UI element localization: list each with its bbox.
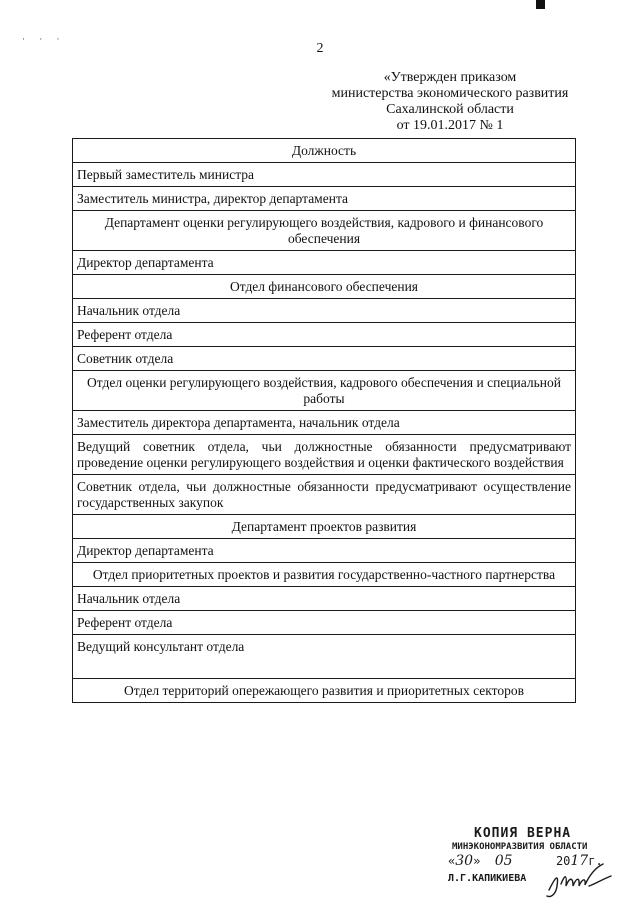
table-row — [73, 251, 576, 275]
position-cell: Ведущий консультант отдела — [73, 635, 576, 679]
positions-table-body — [73, 139, 576, 703]
section-title-cell: Департамент оценки регулирующего воздействия, кадрового и финансового обеспечения — [73, 211, 576, 251]
section-title-cell: Отдел приоритетных проектов и развития государственно-частного партнерства — [73, 563, 576, 587]
table-row — [73, 587, 576, 611]
position-cell: Первый заместитель министра — [73, 163, 576, 187]
stamp-organization: МИНЭКОНОМРАЗВИТИЯ ОБЛАСТИ — [452, 842, 588, 852]
table-row — [73, 475, 576, 515]
table-section-row — [73, 679, 576, 703]
stamp-date-month: 05 — [494, 853, 513, 869]
approval-line: Сахалинской области — [386, 102, 514, 117]
stamp-date-close-quote: » — [473, 854, 481, 868]
position-cell: Референт отдела — [73, 323, 576, 347]
approval-line: от 19.01.2017 № 1 — [396, 118, 504, 133]
table-row — [73, 347, 576, 371]
page-number: 2 — [316, 41, 324, 56]
table-section-row — [73, 275, 576, 299]
approval-line: «Утвержден приказом — [383, 70, 517, 85]
table-row — [73, 299, 576, 323]
stamp-date-open-quote: « — [448, 854, 456, 868]
stamp-date-year-suffix: 17 — [570, 853, 589, 869]
table-row — [73, 635, 576, 679]
scan-specks: · · · — [22, 34, 66, 44]
table-section-row — [73, 515, 576, 539]
stamp-date-year-prefix: 20 — [555, 854, 571, 868]
section-title-cell: Отдел оценки регулирующего воздействия, кадрового обеспечения и специальной работы — [73, 371, 576, 411]
position-cell: Референт отдела — [73, 611, 576, 635]
approval-line: министерства экономического развития — [331, 86, 569, 101]
table-row — [73, 411, 576, 435]
table-row — [73, 163, 576, 187]
stamp-title: КОПИЯ ВЕРНА — [474, 826, 572, 841]
table-header-row — [73, 139, 576, 163]
table-row — [73, 539, 576, 563]
table-section-row — [73, 563, 576, 587]
stamp-date-unit: г. — [588, 854, 603, 868]
position-cell: Начальник отдела — [73, 587, 576, 611]
section-title-cell: Отдел финансового обеспечения — [73, 275, 576, 299]
table-section-row — [73, 371, 576, 411]
table-row — [73, 323, 576, 347]
scan-corner-mark — [536, 0, 545, 9]
table-row — [73, 435, 576, 475]
approval-header — [300, 70, 600, 134]
position-cell: Советник отдела — [73, 347, 576, 371]
table-row — [73, 611, 576, 635]
position-cell: Начальник отдела — [73, 299, 576, 323]
position-cell: Заместитель министра, директор департамента — [73, 187, 576, 211]
table-header-cell: Должность — [73, 139, 576, 163]
position-cell: Советник отдела, чьи должностные обязанности предусматривают осуществление государственных закупок — [73, 475, 576, 515]
position-cell: Заместитель директора департамента, начальник отдела — [73, 411, 576, 435]
position-cell: Директор департамента — [73, 251, 576, 275]
position-cell: Директор департамента — [73, 539, 576, 563]
section-title-cell: Департамент проектов развития — [73, 515, 576, 539]
table-row — [73, 187, 576, 211]
section-title-cell: Отдел территорий опережающего развития и приоритетных секторов — [73, 679, 576, 703]
positions-table — [72, 138, 576, 703]
position-cell: Ведущий советник отдела, чьи должностные обязанности предусматривают проведение оценки регулирующего воздействия и оценки фактического воздействия — [73, 435, 576, 475]
stamp-date-day: 30 — [455, 853, 474, 869]
stamp-signer-name: Л.Г.КАПИКИЕВА — [448, 873, 527, 884]
table-section-row — [73, 211, 576, 251]
handwritten-signature — [545, 860, 615, 900]
